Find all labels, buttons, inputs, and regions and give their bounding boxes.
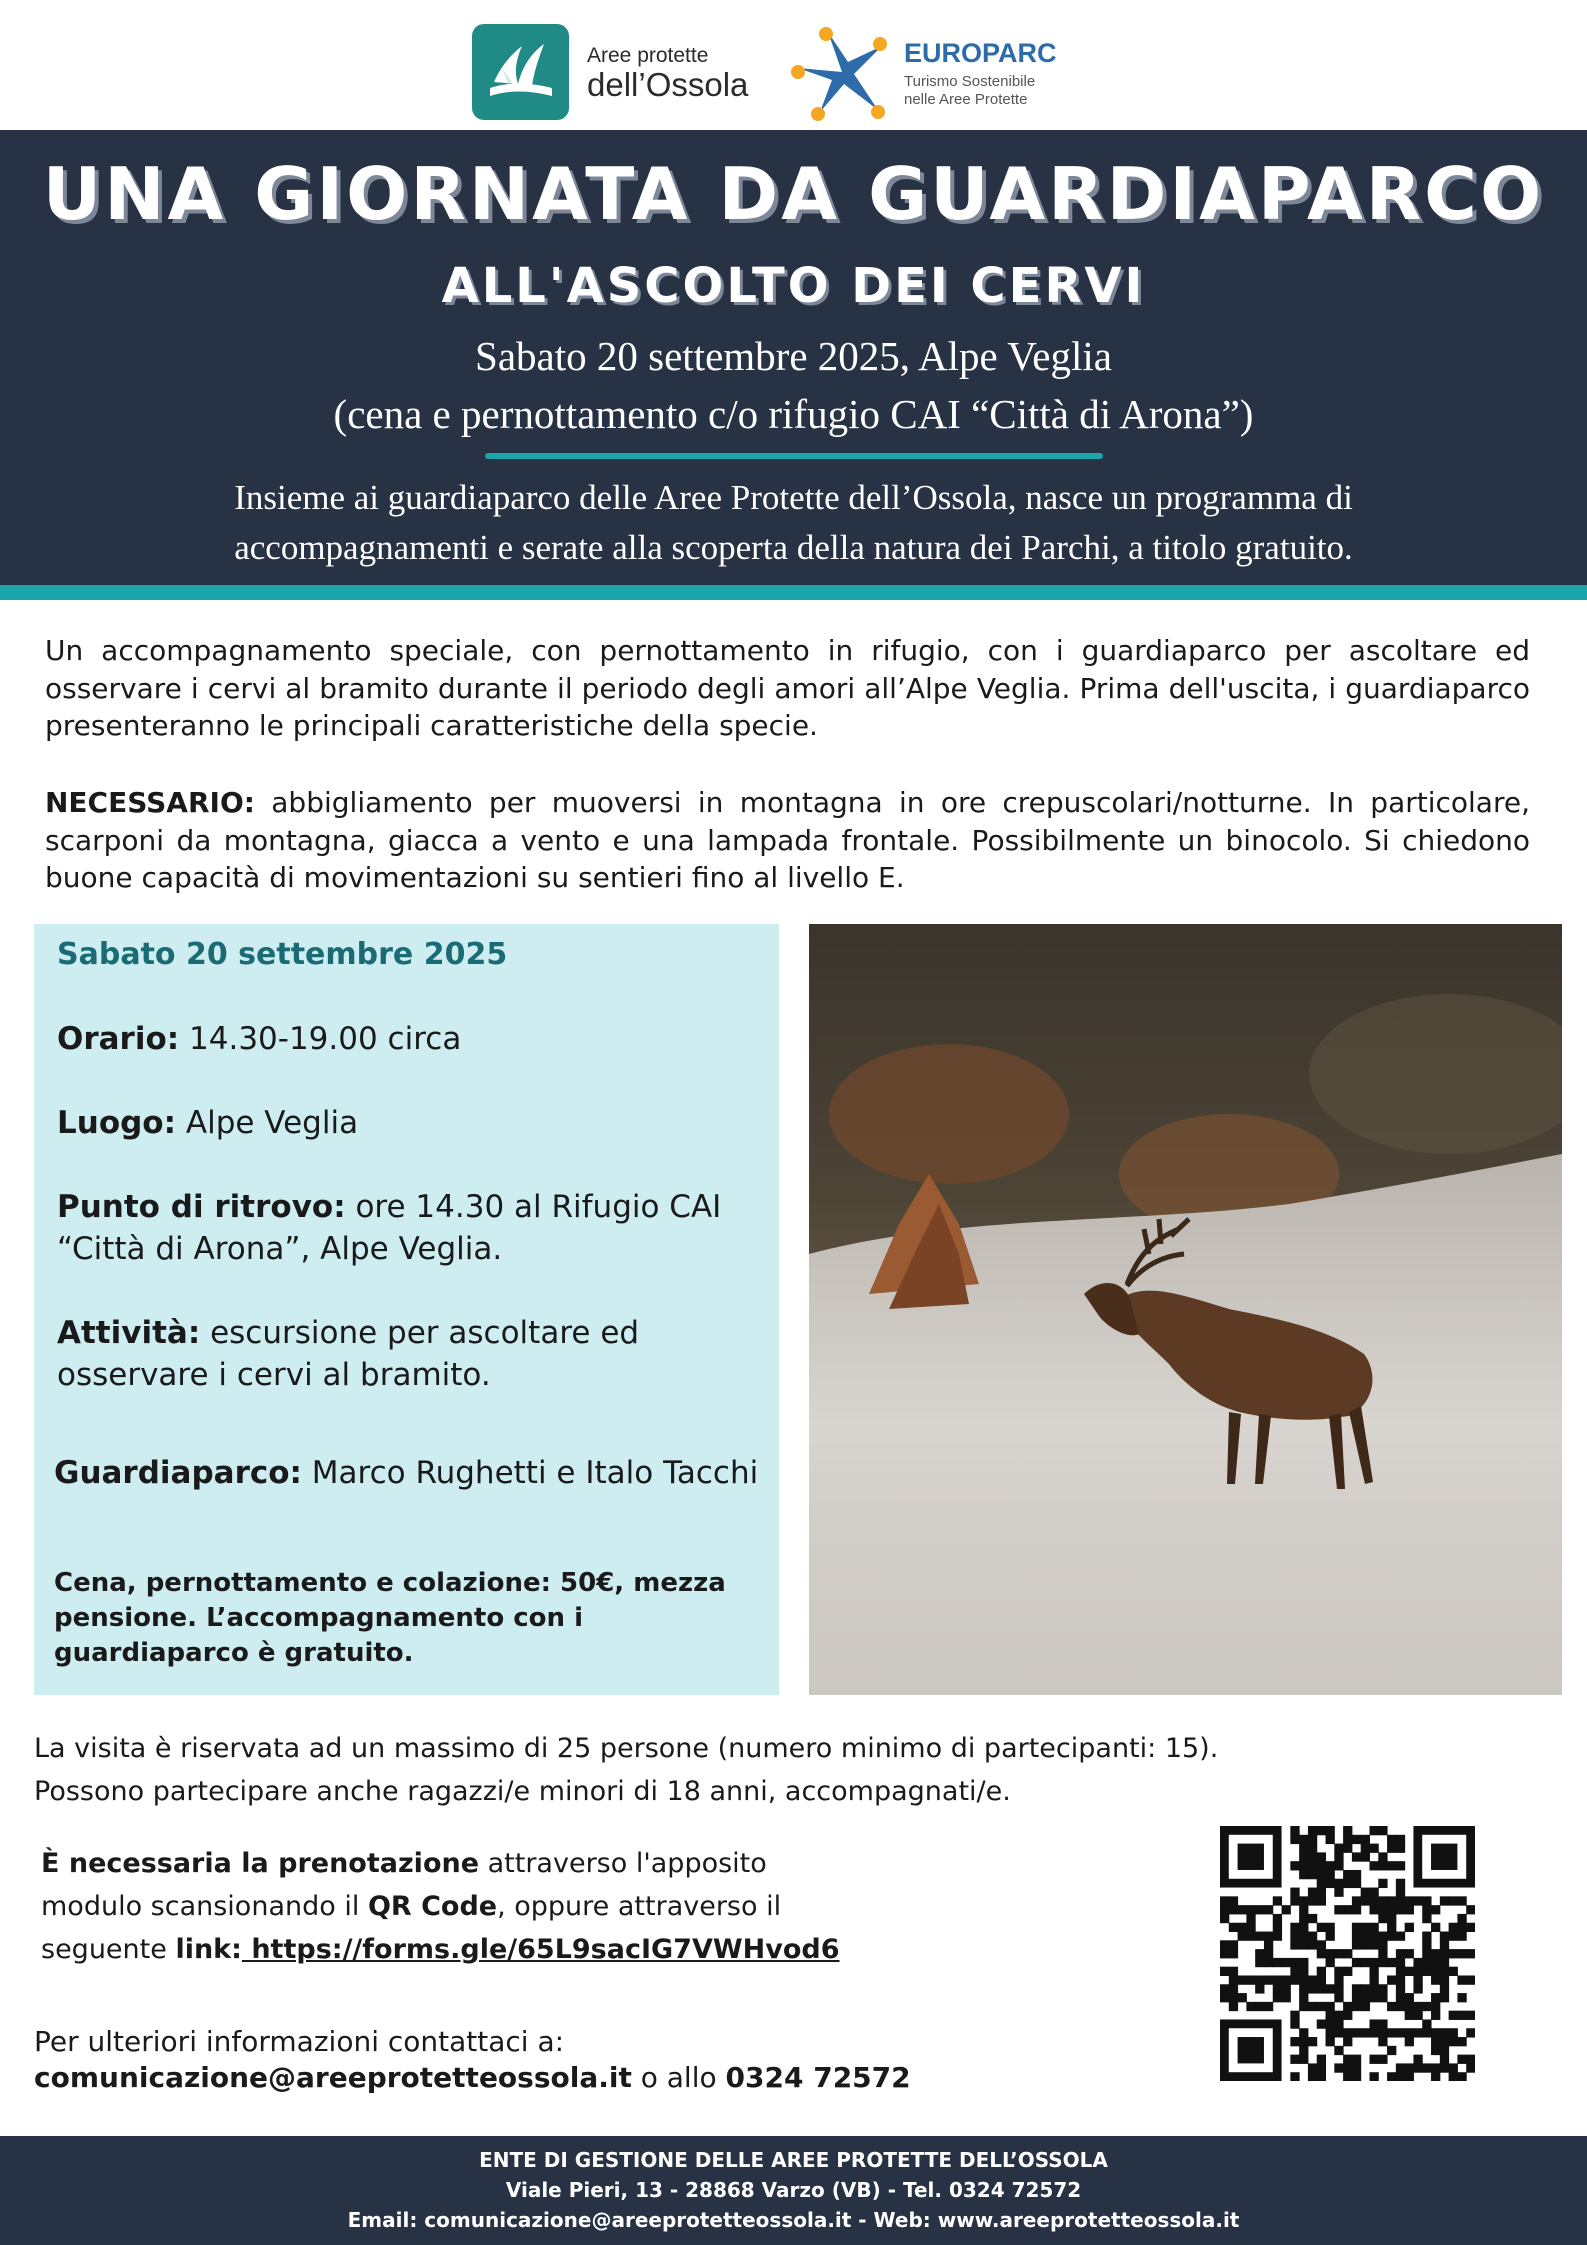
visit-capacity-line: La visita è riservata ad un massimo di 25 persone (numero minimo di partecipanti: 15). <box>34 1733 1219 1764</box>
contact-email[interactable]: comunicazione@areeprotetteossola.it <box>34 2061 632 2094</box>
info-orario <box>57 1018 762 1060</box>
europarc-sub1: Turismo Sostenibile <box>904 73 1036 90</box>
europarc-brand: EUROPARC <box>904 38 1057 68</box>
attivita-value: escursione per ascoltare ed osservare i cervi al bramito. <box>57 1315 640 1393</box>
info-ritrovo <box>57 1186 762 1270</box>
ossola-leaf-icon <box>472 24 569 120</box>
intro-line-2: accompagnamenti e serate alla scoperta della natura dei Parchi, a titolo gratuito. <box>234 528 1353 567</box>
booking-text-2a: modulo scansionando il <box>41 1891 368 1922</box>
europarc-logo <box>790 22 1057 122</box>
footer-contacts: Email: comunicazione@areeprotetteossola.it - Web: www.areeprotetteossola.it <box>347 2208 1240 2232</box>
info-date: Sabato 20 settembre 2025 <box>57 937 508 972</box>
contact-line <box>34 2056 911 2099</box>
booking-line-1 <box>41 1842 767 1885</box>
ossola-logo-line1: Aree protette <box>587 44 709 67</box>
booking-qr-label: QR Code <box>367 1891 498 1922</box>
booking-text-3: seguente <box>41 1934 176 1965</box>
aree-protette-ossola-logo <box>472 22 752 122</box>
orario-value: 14.30-19.00 circa <box>179 1021 462 1057</box>
orario-label: Orario: <box>57 1021 180 1057</box>
visit-minors-line: Possono partecipare anche ragazzi/e minori di 18 anni, accompagnati/e. <box>34 1776 1011 1807</box>
event-date-line: Sabato 20 settembre 2025, Alpe Veglia <box>475 333 1112 379</box>
event-subtitle: ALL'ASCOLTO DEI CERVI <box>441 258 1146 314</box>
booking-text-1: attraverso l'apposito <box>479 1848 767 1879</box>
intro-line-1: Insieme ai guardiaparco delle Aree Protette dell’Ossola, nasce un programma di <box>234 478 1353 517</box>
booking-text-2b: , oppure attraverso il <box>497 1891 782 1922</box>
booking-required: È necessaria la prenotazione <box>41 1848 480 1879</box>
ritrovo-value: ore 14.30 al Rifugio CAI “Città di Arona”, Alpe Veglia. <box>57 1189 722 1267</box>
booking-line-2 <box>41 1885 781 1928</box>
info-luogo <box>57 1102 762 1144</box>
contact-phone: 0324 72572 <box>725 2061 911 2094</box>
info-attivita <box>57 1312 762 1396</box>
contact-intro: Per ulteriori informazioni contattaci a: <box>34 2025 565 2058</box>
ossola-logo-line2: dell’Ossola <box>587 66 749 103</box>
booking-line-3 <box>41 1928 840 1971</box>
luogo-label: Luogo: <box>57 1105 177 1141</box>
qr-code-icon <box>1220 1826 1475 2081</box>
necessario-paragraph <box>45 784 1530 897</box>
event-venue-line: (cena e pernottamento c/o rifugio CAI “Città di Arona”) <box>333 391 1254 437</box>
necessario-text: abbigliamento per muoversi in montagna in ore crepuscolari/notturne. In particolare, scarponi da montagna, giacca a vento e una lampada frontale. Possibilmente un binocolo. Si chiedono buone capacità di movimentazioni su sentieri fino al livello E. <box>45 786 1530 894</box>
guardiaparco-value: Marco Rughetti e Italo Tacchi <box>301 1455 759 1491</box>
necessario-label: NECESSARIO: <box>45 786 255 819</box>
qr-code[interactable] <box>1220 1826 1475 2081</box>
info-guardiaparco <box>54 1452 759 1494</box>
attivita-label: Attività: <box>57 1315 201 1351</box>
ritrovo-label: Punto di ritrovo: <box>57 1189 346 1225</box>
guardiaparco-label: Guardiaparco: <box>54 1455 302 1491</box>
event-title: UNA GIORNATA DA GUARDIAPARCO <box>42 152 1545 236</box>
booking-form-link[interactable]: https://forms.gle/65L9sacIG7VWHvod6 <box>241 1934 840 1965</box>
deer-photo <box>809 924 1562 1695</box>
europarc-star-icon <box>790 22 894 122</box>
luogo-value: Alpe Veglia <box>176 1105 359 1141</box>
footer-org-name: ENTE DI GESTIONE DELLE AREE PROTETTE DELL’OSSOLA <box>479 2148 1108 2172</box>
booking-link-label: link: <box>175 1934 242 1965</box>
description-paragraph: Un accompagnamento speciale, con pernottamento in rifugio, con i guardiaparco per ascoltare ed osservare i cervi al bramito durante il periodo degli amori all’Alpe Veglia. Prima dell'uscita, i guardiaparco presenteranno le principali caratteristiche della specie. <box>45 634 1530 742</box>
contact-mid: o allo <box>631 2061 726 2094</box>
header-divider <box>485 453 1103 459</box>
header-teal-stripe <box>0 585 1587 600</box>
europarc-sub2: nelle Aree Protette <box>904 91 1028 108</box>
info-cena-price: Cena, pernottamento e colazione: 50€, mezza pensione. L’accompagnamento con i guardiaparco è gratuito. <box>54 1568 726 1668</box>
footer-address: Viale Pieri, 13 - 28868 Varzo (VB) - Tel. 0324 72572 <box>505 2178 1082 2202</box>
